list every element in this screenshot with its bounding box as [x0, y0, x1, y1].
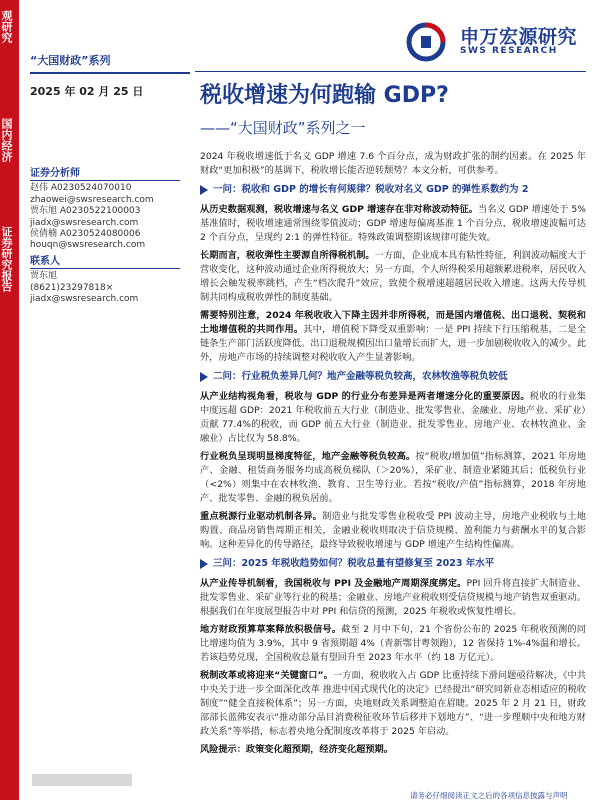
contact-line: (8621)23297818× [30, 282, 114, 293]
side-label-3: 证券研究报告 [0, 226, 13, 292]
header-rule [195, 71, 586, 72]
section-heading-2: 二问：行业税负差异几何？地产金融等税负较高，农林牧渔等税负较低 [200, 370, 586, 384]
analyst-line: 侯倩楠 A0230524080006 [30, 229, 141, 240]
bottom-logo [32, 774, 132, 786]
triangle-bullet-icon [200, 185, 208, 195]
body-paragraph: 从产业结构视角看，税收与 GDP 的行业分布差异是两者增速分化的重要原因。税收的行业集中度远超 GDP：2021 年税收前五大行业（制造业、批发零售业、金融业、房地产业、采矿业）贡献 77.4%的税收，而 GDP 前五大行业（制造业、批发零售业、房地产业、农林牧渔业、金融业）占比仅为 58.8%。 [200, 391, 587, 444]
contact-heading: 联系人 [30, 256, 180, 269]
analyst-line[interactable]: houqn@swsresearch.com [30, 240, 146, 251]
intro-paragraph: 2024 年税收增速低于名义 GDP 增速 7.6 个百分点，成为财政扩张的制约因素。在 2025 年财政“更加积极”的基调下，税收增长能否逆转颓势？本文分析，可供参考。 [200, 151, 586, 176]
body-paragraph: 从产业传导机制看，我国税收与 PPI 及金融地产周期深度绑定。PPI 回升将直接扩大制造业、批发零售业、采矿业等行业的税基；金融业、房地产业税收则受信贷规模与地产销售双重驱动。根据我们在年度展望报告中对 PPI 和信贷的预测，2025 年税收或恢复性增长。 [200, 578, 586, 617]
analyst-line[interactable]: jiadx@swsresearch.com [30, 217, 139, 228]
body-paragraph: 长期而言，税收弹性主要源自所得税机制。一方面，企业成本具有粘性特征，利润波动幅度大于营收变化，这种波动通过企业所得税放大；另一方面，个人所得税采用超额累进税率，居民收入增长会触发税率跳档，产生“档次爬升”效应，致使个税增速超越居民收入增速。这两大传导机制共同构成税收弹性的制度基础。 [200, 250, 587, 303]
section-heading-1: 一问：税收和 GDP 的增长有何规律？税收对名义 GDP 的弹性系数约为 2 [200, 183, 586, 197]
sws-logo-icon [406, 22, 452, 62]
triangle-bullet-icon [200, 559, 208, 569]
analyst-heading: 证券分析师 [30, 168, 180, 181]
report-subtitle: ——“大国财政”系列之一 [200, 119, 366, 137]
body-paragraph: 税制改革或将迎来“关键窗口”。一方面，税收收入占 GDP 比重持续下滑问题亟待解决，《中共中央关于进一步全面深化改革 推进中国式现代化的决定》已经提出“研究同新业态相适应的税收制度”“健全直接税体系”；另一方面，央地财政关系调整迫在眉睫。2025 年 2 月 21 日，财政部部长蓝佛安表示“推动部分品目消费税征收环节后移并下划地方”、“进一步理顺中央和地方财政关系”等举措，标志着央地分配制度改革将于 2025 年启动。 [200, 670, 587, 737]
body-paragraph: 行业税负呈现明显梯度特征，地产金融等税负较高。按“税收/增加值”指标测算，2021 年房地产、金融、租赁商务服务均成高税负梯队（＞20%），采矿业、制造业紧随其后；低税负行业（<2%）则集中在农林牧渔、教育、卫生等行业。若按“税收/产值”指标测算，2018 年房地产、批发零售、金融的税负居前。 [200, 451, 586, 504]
body-paragraph: 从历史数据观测，税收增速与名义 GDP 增速存在非对称波动特征。当名义 GDP 增速处于 5%基准值时，税收增速通常围绕零值波动；GDP 增速每偏离基准 1 个百分点，税收增速波幅可达 2 个百分点，呈现约 2:1 的弹性特征。特殊政策调整期该规律可能失效。 [200, 204, 586, 243]
report-body [200, 150, 586, 761]
series-divider [30, 72, 190, 74]
body-paragraph: 需要特别注意，2024 年税收收入下降主因并非所得税，而是国内增值税、出口退税、契税和土地增值税的共同作用。其中，增值税下降受双重影响：一是 PPI 持续下行压缩税基，二是全链条生产部门活跃度降低。出口退税规模因出口量增长而扩大，进一步加剧税收收入的减少。此外，房地产市场的持续调整对税收收入产生显著影响。 [200, 310, 586, 363]
analyst-line: 贾东旭 A0230522100003 [30, 206, 141, 217]
series-tag: “大国财政”系列 [30, 54, 111, 67]
logo-english-name: SWS RESEARCH [460, 46, 558, 56]
disclaimer-note[interactable]: 请务必仔细阅读正文之后的各项信息披露与声明 [410, 791, 568, 800]
risk-note: 风险提示：政策变化超预期，经济变化超预期。 [200, 744, 393, 755]
body-paragraph: 地方财政预算草案释放积极信号。截至 2 月中下旬，21 个省份公布的 2025 年税收预测的同比增速均值为 3.9%，其中 9 省预期超 4%（青新鄂甘粤领跑），12 省保持 1%-4%温和增长。若该趋势兑现，全国税收总量有望回升至 2023 年水平（约 18 万亿元）。 [200, 624, 586, 663]
side-label-1: 观研究 [0, 10, 13, 43]
triangle-bullet-icon [200, 372, 208, 382]
logo-chinese-name: 申万宏源研究 [460, 26, 578, 48]
report-title: 税收增速为何跑输 GDP? [200, 83, 449, 108]
contact-line[interactable]: jiadx@swsresearch.com [30, 294, 139, 305]
report-date: 2025 年 02 月 25 日 [30, 85, 144, 98]
body-paragraph: 重点税源行业驱动机制各异。制造业与批发零售业税收受 PPI 波动主导，房地产业税收与土地购置、商品房销售周期正相关，金融业税收则取决于信贷规模、盈利能力与薪酬水平的复合影响。这种差异化的传导路径，最终导致税收增速与 GDP 增速产生结构性偏离。 [200, 511, 586, 550]
side-label-2: 国内经济 [0, 118, 13, 162]
analyst-line[interactable]: zhaowei@swsresearch.com [30, 194, 154, 205]
section-heading-3: 三问：2025 年税收趋势如何？税收总量有望修复至 2023 年水平 [200, 557, 586, 571]
analyst-panel [30, 168, 180, 305]
company-logo [406, 22, 586, 62]
analyst-line: 赵伟 A0230524070010 [30, 183, 132, 194]
contact-line: 贾东旭 [30, 271, 58, 282]
